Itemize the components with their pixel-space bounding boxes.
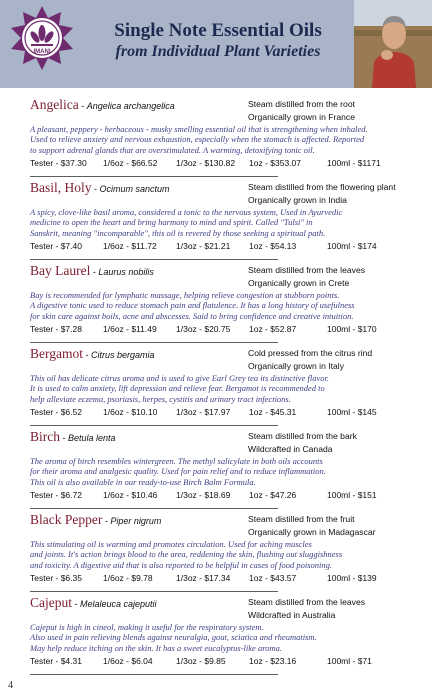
- price-1: 1/6oz - $10.46: [103, 490, 158, 500]
- origin: Organically grown in France: [248, 112, 355, 122]
- oil-entry: [30, 179, 424, 262]
- price-0: Tester - $6.52: [30, 407, 82, 417]
- price-0: Tester - $6.72: [30, 490, 82, 500]
- oil-header: [30, 179, 424, 207]
- extraction-method: Steam distilled from the flowering plant: [248, 182, 396, 192]
- price-0: Tester - $6.35: [30, 573, 82, 583]
- origin: Organically grown in Madagascar: [248, 527, 376, 537]
- description-line: It is used to calm anxiety, lift depression and relieve fear. Bergamot is recommended to: [30, 383, 325, 394]
- price-1: 1/6oz - $11.49: [103, 324, 157, 334]
- extraction-info: [248, 181, 396, 207]
- price-1: 1/6oz - $6.04: [103, 656, 153, 666]
- divider: [30, 176, 278, 177]
- page-header: [0, 0, 432, 88]
- description-line: A spicy, clove-like basil aroma, considered a tonic to the nervous system, Used in Ayurvedic: [30, 207, 343, 217]
- price-0: Tester - $37.30: [30, 158, 87, 168]
- description-line: Sanskrit, meaning "incomparable", this oil is revered by those seeking a spiritual path.: [30, 227, 326, 238]
- description-line: Cajeput is high in cineol, making it useful for the respiratory system.: [30, 622, 264, 632]
- oil-name: Black Pepper: [30, 512, 103, 527]
- latin-name: Angelica archangelica: [86, 101, 175, 111]
- price-3: 1oz - $45.31: [249, 407, 297, 417]
- extraction-method: Steam distilled from the root: [248, 99, 355, 109]
- price-4: 100ml - $71: [327, 656, 372, 666]
- oil-entry: [30, 511, 424, 594]
- farmer-photo: [354, 0, 432, 88]
- oil-name-line: Black Pepper - Piper nigrum: [30, 512, 162, 527]
- extraction-method: Steam distilled from the bark: [248, 431, 357, 441]
- oil-description: [30, 290, 424, 321]
- price-2: 1/3oz - $21.21: [176, 241, 231, 251]
- oil-description: [30, 539, 424, 570]
- extraction-info: [248, 98, 355, 124]
- oil-name: Angelica: [30, 97, 79, 112]
- price-row: [30, 407, 424, 419]
- oil-entry: [30, 96, 424, 179]
- origin: Wildcrafted in Australia: [248, 610, 336, 620]
- price-3: 1oz - $353.07: [249, 158, 301, 168]
- description-line: May help reduce itching on the skin. It has a sweet eucalyptus-like aroma.: [30, 642, 282, 653]
- description-line: medicine to open the heart and bring harmony to mind and spirit. Called "Tulsi" in: [30, 217, 313, 228]
- description-line: for skin care against boils, acne and abscesses. Said to bring confidence and creative intuition.: [30, 310, 354, 321]
- oil-name: Bay Laurel: [30, 263, 91, 278]
- description-line: and toxicity. A digestive aid that is also reported to be helpful in cases of food poisoning.: [30, 559, 333, 570]
- oil-description: [30, 373, 424, 404]
- divider: [30, 259, 278, 260]
- extraction-method: Steam distilled from the leaves: [248, 597, 366, 607]
- price-row: [30, 573, 424, 585]
- price-3: 1oz - $52.87: [249, 324, 297, 334]
- latin-name: Piper nigrum: [110, 516, 162, 526]
- price-3: 1oz - $54.13: [249, 241, 297, 251]
- price-1: 1/6oz - $11.72: [103, 241, 157, 251]
- price-0: Tester - $4.31: [30, 656, 82, 666]
- divider: [30, 342, 278, 343]
- page-title: Single Note Essential Oils: [114, 20, 322, 41]
- description-line: This oil is also available in our ready-to-use Birch Balm Formula.: [30, 476, 256, 487]
- extraction-method: Steam distilled from the leaves: [248, 265, 366, 275]
- divider: [30, 674, 278, 675]
- extraction-info: [248, 596, 365, 622]
- price-row: [30, 656, 424, 668]
- price-row: [30, 158, 424, 170]
- oil-entry: [30, 594, 424, 677]
- origin: Organically grown in Italy: [248, 361, 345, 371]
- extraction-info: [248, 430, 357, 456]
- page-subtitle: from Individual Plant Varieties: [115, 43, 321, 60]
- oil-name-line: Angelica - Angelica archangelica: [30, 97, 175, 112]
- oil-entry: [30, 345, 424, 428]
- latin-name: Ocimum sanctum: [99, 184, 170, 194]
- divider: [30, 425, 278, 426]
- price-2: 1/3oz - $17.97: [176, 407, 231, 417]
- price-4: 100ml - $139: [327, 573, 377, 583]
- divider: [30, 508, 278, 509]
- price-3: 1oz - $43.57: [249, 573, 297, 583]
- oil-header: [30, 96, 424, 124]
- description-line: for their aroma and analgesic quality. Used for pain relief and to reduce inflammation.: [30, 466, 326, 477]
- oil-description: [30, 622, 424, 653]
- oil-header: [30, 345, 424, 373]
- description-line: This stimulating oil is warming and promotes circulation. Used for aching muscles: [30, 539, 312, 549]
- price-row: [30, 490, 424, 502]
- oil-name-line: Bergamot - Citrus bergamia: [30, 346, 155, 361]
- extraction-method: Cold pressed from the citrus rind: [248, 348, 373, 358]
- latin-name: Citrus bergamia: [91, 350, 155, 360]
- price-2: 1/3oz - $130.82: [176, 158, 236, 168]
- extraction-info: [248, 264, 365, 290]
- oil-list: [30, 96, 424, 677]
- price-4: 100ml - $170: [327, 324, 377, 334]
- imani-logo: [6, 4, 78, 84]
- price-4: 100ml - $145: [327, 407, 377, 417]
- origin: Organically grown in Crete: [248, 278, 350, 288]
- price-1: 1/6oz - $66.52: [103, 158, 158, 168]
- price-0: Tester - $7.28: [30, 324, 82, 334]
- oil-entry: [30, 262, 424, 345]
- price-0: Tester - $7.40: [30, 241, 82, 251]
- oil-name: Bergamot: [30, 346, 83, 361]
- extraction-info: [248, 347, 372, 373]
- price-2: 1/3oz - $20.75: [176, 324, 231, 334]
- description-line: A pleasant, peppery - herbaceous - musky smelling essential oil that is strengthening when inhaled.: [30, 124, 368, 134]
- price-4: 100ml - $174: [327, 241, 377, 251]
- oil-name: Birch: [30, 429, 60, 444]
- description-line: Used to relieve anxiety and nervous exhaustion, especially when the stomach is affected. Reported: [30, 134, 365, 145]
- oil-name: Cajeput: [30, 595, 72, 610]
- origin: Organically grown in India: [248, 195, 347, 205]
- oil-name-line: Cajeput - Melaleuca cajeputii: [30, 595, 157, 610]
- price-1: 1/6oz - $9.78: [103, 573, 153, 583]
- divider: [30, 591, 278, 592]
- oil-name-line: Bay Laurel - Laurus nobilis: [30, 263, 154, 278]
- oil-header: [30, 428, 424, 456]
- price-3: 1oz - $47.26: [249, 490, 297, 500]
- description-line: The aroma of birch resembles wintergreen. The methyl salicylate in both oils accounts: [30, 456, 323, 466]
- origin: Wildcrafted in Canada: [248, 444, 333, 454]
- oil-description: [30, 456, 424, 487]
- description-line: help alleviate eczema, psoriasis, herpes, cystitis and urinary tract infections.: [30, 393, 291, 404]
- extraction-method: Steam distilled from the fruit: [248, 514, 355, 524]
- latin-name: Melaleuca cajeputii: [80, 599, 157, 609]
- price-row: [30, 324, 424, 336]
- description-line: A digestive tonic used to reduce stomach pain and flatulence. It has a long history of usefulness: [30, 300, 355, 311]
- description-line: This oil has delicate citrus aroma and is used to give Earl Grey tea its distinctive flavor.: [30, 373, 329, 383]
- oil-description: [30, 207, 424, 238]
- description-line: and joints. It's action brings blood to the area, reddening the skin, flushing out sluggishness: [30, 549, 343, 560]
- price-row: [30, 241, 424, 253]
- oil-name-line: Basil, Holy - Ocimum sanctum: [30, 180, 170, 195]
- oil-name: Basil, Holy: [30, 180, 92, 195]
- oil-header: [30, 511, 424, 539]
- price-4: 100ml - $1171: [327, 158, 381, 168]
- description-line: Also used in pain relieving blends against neuralgia, gout, sciatica and rheumatism.: [30, 632, 317, 643]
- title-block: [88, 20, 348, 62]
- logo-text: IMANI: [33, 49, 51, 55]
- oil-description: [30, 124, 424, 155]
- latin-name: Betula lenta: [68, 433, 116, 443]
- price-2: 1/3oz - $17.34: [176, 573, 231, 583]
- description-line: to support adrenal glands that are overstimulated. A warming, detoxifying tonic oil.: [30, 144, 315, 155]
- price-2: 1/3oz - $9.85: [176, 656, 226, 666]
- latin-name: Laurus nobilis: [98, 267, 154, 277]
- oil-header: [30, 594, 424, 622]
- price-2: 1/3oz - $18.69: [176, 490, 231, 500]
- extraction-info: [248, 513, 376, 539]
- price-3: 1oz - $23.16: [249, 656, 297, 666]
- oil-header: [30, 262, 424, 290]
- page-number: 4: [8, 680, 13, 691]
- price-4: 100ml - $151: [327, 490, 377, 500]
- description-line: Bay is recommended for lymphatic massage, helping relieve congestion at stubborn points.: [30, 290, 340, 300]
- price-1: 1/6oz - $10.10: [103, 407, 158, 417]
- oil-entry: [30, 428, 424, 511]
- oil-name-line: Birch - Betula lenta: [30, 429, 116, 444]
